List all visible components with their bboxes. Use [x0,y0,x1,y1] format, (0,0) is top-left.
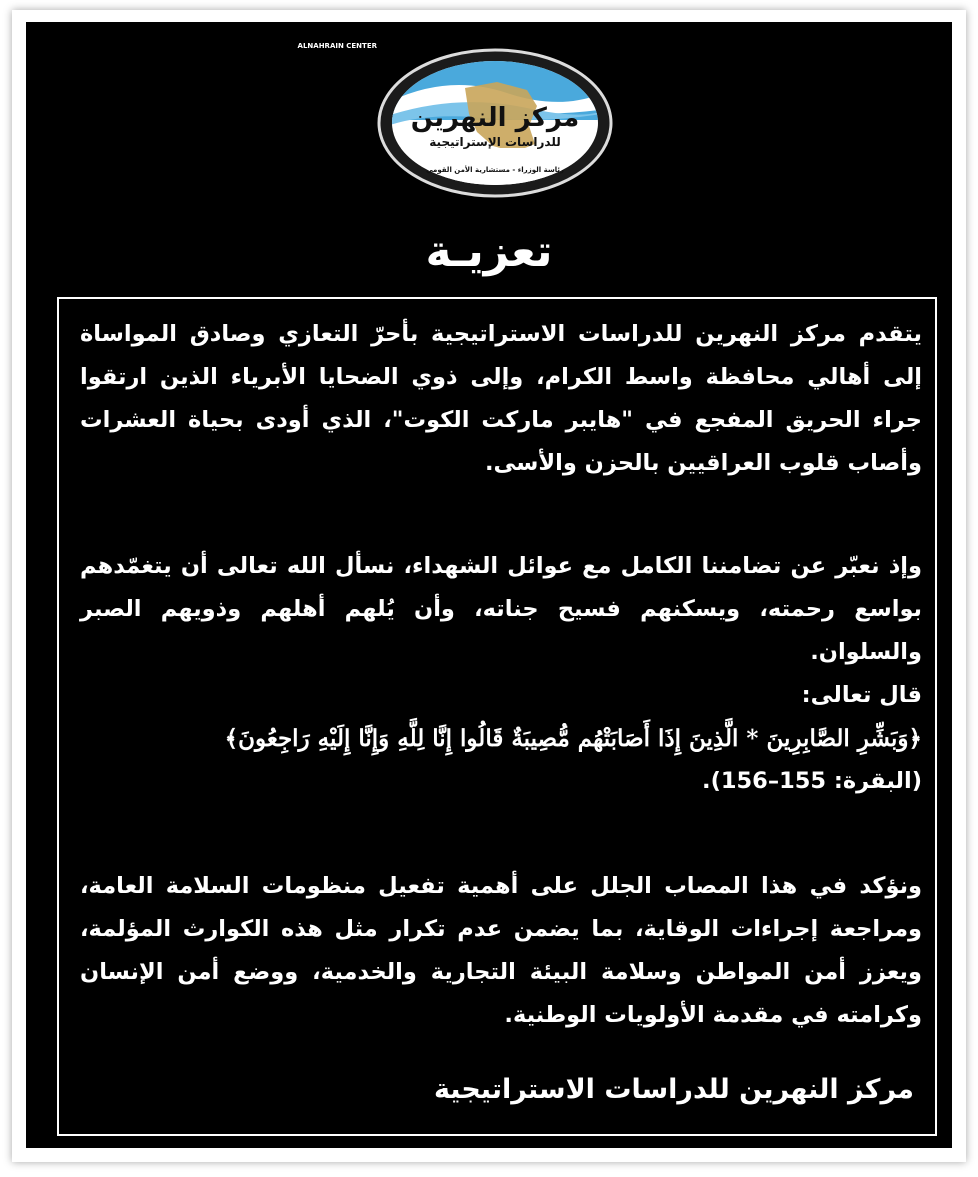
logo-subtitle: للدراسات الإستراتيجية [429,135,561,149]
alnahrain-center-logo [297,42,613,198]
signature: مركز النهرين للدراسات الاستراتيجية [433,1074,914,1105]
logo-name: مركز النهرين [410,103,580,133]
quran-verse: ﴿وَبَشِّرِ الصَّابِرِينَ * الَّذِينَ إِذَا أَصَابَتْهُم مُّصِيبَةٌ قَالُوا إِنَّا لِلَّهِ وَإِنَّا إِلَيْهِ رَاجِعُونَ﴾ [224,725,922,752]
logo-english-text: ALNAHRAIN CENTER [297,42,377,50]
paragraph-prayer: وإذ نعبّر عن تضامننا الكامل مع عوائل الشهداء، نسأل الله تعالى أن يتغمّدهم بواسع رحمته، ويسكنهم فسيح جناته، وأن يُلهم أهلهم وذويهم الصبر والسلوان. [80,553,922,665]
condolence-text [80,313,922,1037]
logo-footer: رئاسة الوزراء - مستشارية الأمن القومي [425,166,565,174]
paragraph-condolence: يتقدم مركز النهرين للدراسات الاستراتيجية بأحرّ التعازي وصادق المواساة إلى أهالي محافظة واسط الكرام، وإلى ذوي الضحايا الأبرياء الذين ارتقوا جراء الحريق المفجع في "هايبر ماركت الكوت"، الذي أودى بحياة العشرات وأصاب قلوب العراقيين بالحزن والأسى. [80,321,922,476]
verse-reference: (البقرة: 155–156). [702,768,922,794]
page-title: تعزيـة [425,226,553,277]
verse-intro: قال تعالى: [801,682,922,708]
paragraph-safety: ونؤكد في هذا المصاب الجلل على أهمية تفعيل منظومات السلامة العامة، ومراجعة إجراءات الوقاية، بما يضمن عدم تكرار مثل هذه الكوارث المؤلمة، ويعزز أمن المواطن وسلامة البيئة التجارية والخدمية، ووضع أمن الإنسان وكرامته في مقدمة الأولويات الوطنية. [80,873,922,1028]
